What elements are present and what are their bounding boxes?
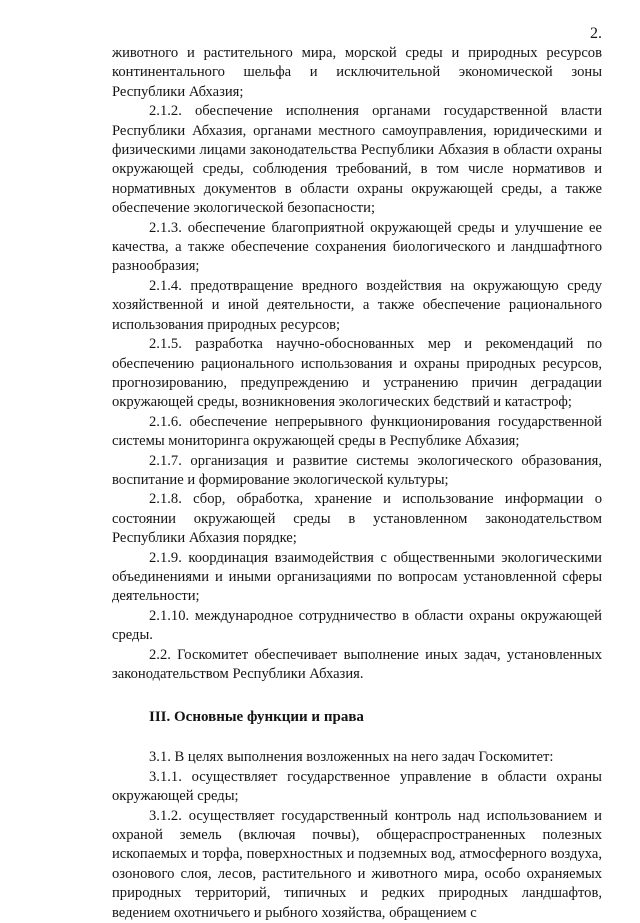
paragraph: 2.1.2. обеспечение исполнения органами государственной власти Республики Абхазия, органами местного самоуправления, юридическими и физическими лицами законодательства Республики Абхазия в области охраны окружающей среды, соблюдения требований, в том числе нормативов и нормативных документов в области охраны окружающей среды, а также обеспечение экологической безопасности; — [112, 103, 602, 217]
paragraph: 2.1.7. организация и развитие системы экологического образования, воспитание и формирование экологической культуры; — [112, 452, 602, 488]
page-number: 2. — [590, 25, 602, 42]
paragraph: 2.2. Госкомитет обеспечивает выполнение иных задач, установленных законодательством Республики Абхазия. — [112, 646, 602, 682]
paragraph: животного и растительного мира, морской среды и природных ресурсов континентального шельфа и исключительной экономической зоны Республики Абхазия; — [112, 45, 602, 100]
paragraph: 3.1. В целях выполнения возложенных на него задач Госкомитет: — [149, 749, 554, 766]
paragraph: 3.1.2. осуществляет государственный контроль над использованием и охраной земель (включая почвы), общераспространенных полезных ископаемых и торфа, поверхностных и подземных вод, атмосферного воздуха, озонового слоя, лесов, растительного и животного мира, особо охраняемых природных территорий, типичных и редких природных ландшафтов, ведением охотничьего и рыбного хозяйства, обращением с — [112, 807, 602, 921]
paragraph: 2.1.8. сбор, обработка, хранение и использование информации о состоянии окружающей среды в установленном законодательством Республики Абхазия порядке; — [112, 491, 602, 547]
paragraph: 2.1.10. международное сотрудничество в области охраны окружающей среды. — [112, 607, 602, 644]
section-heading: III. Основные функции и права — [149, 709, 364, 726]
paragraph: 2.1.3. обеспечение благоприятной окружающей среды и улучшение ее качества, а также обеспечение сохранения биологического и ландшафтного разнообразия; — [112, 219, 602, 275]
paragraph: 2.1.6. обеспечение непрерывного функционирования государственной системы мониторинга окружающей среды в Республике Абхазия; — [112, 413, 602, 450]
document-body — [112, 44, 602, 923]
paragraph: 2.1.4. предотвращение вредного воздействия на окружающую среду хозяйственной и иной деятельности, а также обеспечение рационального использования природных ресурсов; — [112, 277, 602, 333]
paragraph: 2.1.9. координация взаимодействия с общественными экологическими объединениями и иными организациями по вопросам установленной сферы деятельности; — [112, 549, 602, 605]
paragraph: 3.1.1. осуществляет государственное управление в области охраны окружающей среды; — [112, 768, 602, 805]
paragraph-group-before — [112, 44, 602, 684]
paragraph: 2.1.5. разработка научно-обоснованных мер и рекомендаций по обеспечению рационального использования и охраны природных ресурсов, прогнозированию, предупреждению и устранению причин деградации окружающей среды, возникновения экологических бедствий и катастроф; — [112, 336, 602, 411]
paragraph-group-after — [112, 748, 602, 923]
